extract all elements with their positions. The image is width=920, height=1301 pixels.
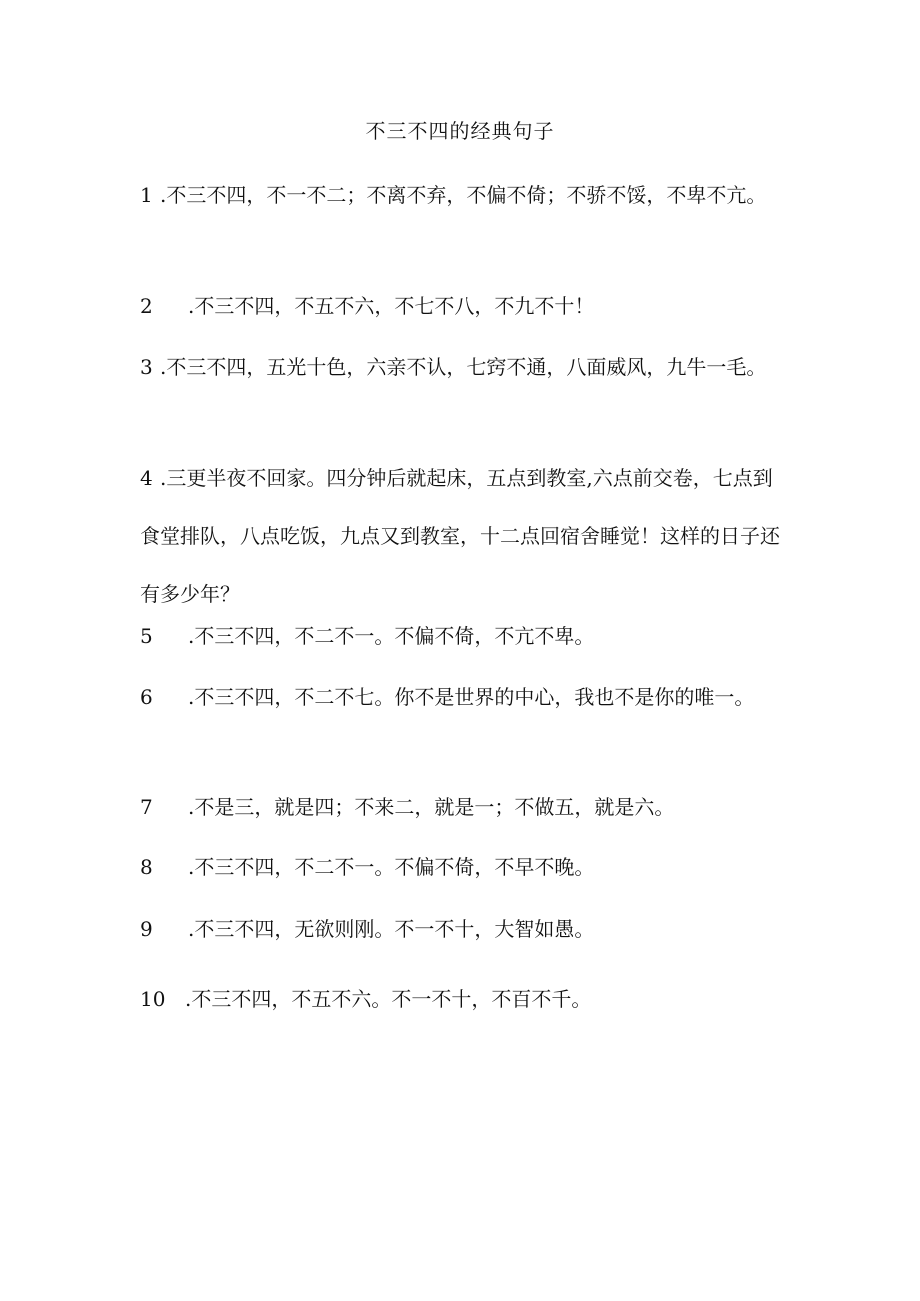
item-text: .不三不四，不五不六。不一不十，不百不千。 xyxy=(185,987,592,1011)
list-item-9 xyxy=(140,900,790,958)
item-number: 3 xyxy=(140,355,153,379)
item-text: .不是三，就是四；不来二，就是一；不做五，就是六。 xyxy=(188,795,675,819)
item-text: .不三不四，五光十色，六亲不认，七窍不通，八面威风，九牛一毛。 xyxy=(160,355,767,379)
document-title: 不三不四的经典句子 xyxy=(365,119,555,143)
list-item-4 xyxy=(140,449,790,623)
item-text: .不三不四，不一不二；不离不弃，不偏不倚；不骄不馁，不卑不亢。 xyxy=(160,183,767,207)
item-number: 8 xyxy=(140,855,153,879)
item-text: .不三不四，不二不一。不偏不倚，不早不晚。 xyxy=(188,855,595,879)
list-item-3 xyxy=(140,338,790,396)
list-item-8 xyxy=(140,838,790,896)
item-text: .不三不四，不五不六，不七不八，不九不十！ xyxy=(188,294,595,318)
item-number: 1 xyxy=(140,183,153,207)
item-number: 7 xyxy=(140,795,153,819)
item-number: 6 xyxy=(140,685,153,709)
list-item-10 xyxy=(140,970,790,1028)
item-number: 4 xyxy=(140,466,153,490)
item-number: 9 xyxy=(140,917,153,941)
item-number: 5 xyxy=(140,624,153,648)
item-number: 2 xyxy=(140,294,153,318)
item-text: .三更半夜不回家。四分钟后就起床，五点到教室,六点前交卷，七点到食堂排队，八点吃饭，九点又到教室，十二点回宿舍睡觉！这样的日子还有多少年？ xyxy=(140,466,780,606)
item-text: .不三不四，不二不一。不偏不倚，不亢不卑。 xyxy=(188,624,595,648)
list-item-1 xyxy=(140,166,790,224)
list-item-5 xyxy=(140,607,790,665)
item-text: .不三不四，无欲则刚。不一不十，大智如愚。 xyxy=(188,917,595,941)
list-item-7 xyxy=(140,778,790,836)
item-number: 10 xyxy=(140,987,166,1011)
list-item-6 xyxy=(140,668,790,726)
item-text: .不三不四，不二不七。你不是世界的中心，我也不是你的唯一。 xyxy=(188,685,755,709)
list-item-2 xyxy=(140,277,790,335)
